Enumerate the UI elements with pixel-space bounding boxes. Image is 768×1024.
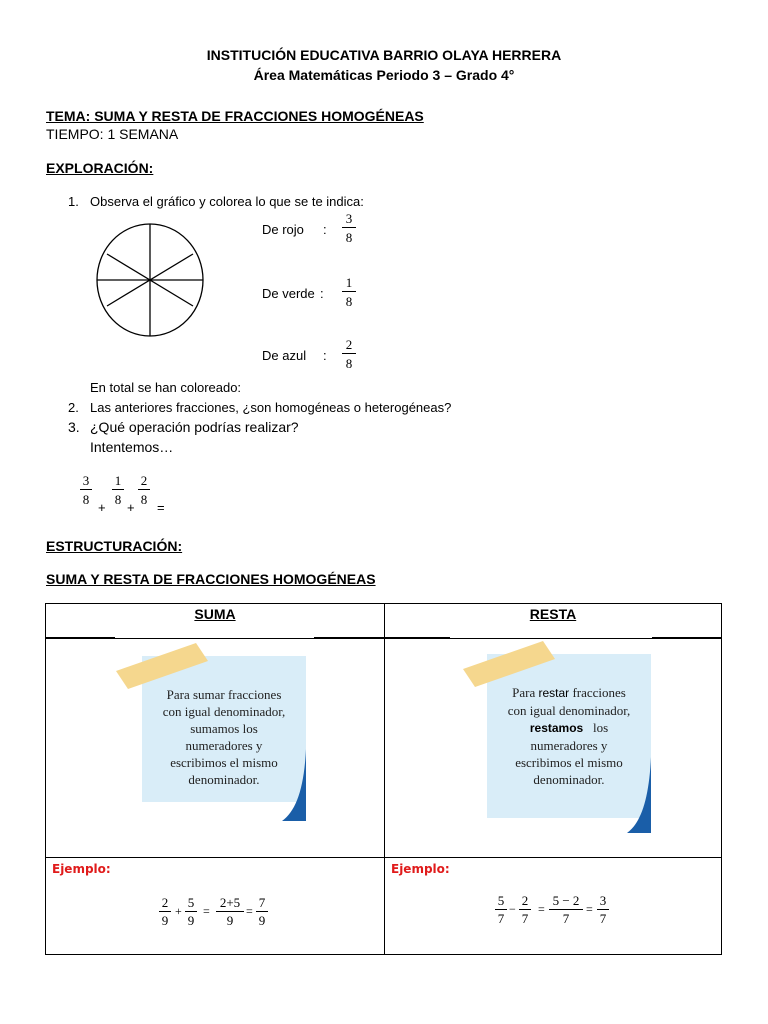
exploracion-heading: EXPLORACIÓN: <box>46 160 154 176</box>
suma-note-line: con igual denominador, <box>162 704 286 719</box>
suma-note-line: Para sumar fracciones <box>166 687 282 702</box>
resta-eq-equals-2: = <box>586 902 593 916</box>
suma-note-line: escribimos el mismo <box>170 755 278 770</box>
resta-eq-result <box>597 894 609 925</box>
azul-colon: : <box>323 348 327 363</box>
azul-fraction <box>342 338 356 370</box>
suma-eq-a-num: 2 <box>161 895 169 910</box>
resta-eq-r-num: 3 <box>599 893 607 908</box>
item1-number: 1. <box>68 194 79 209</box>
intentemos-text: Intentemos… <box>90 439 174 455</box>
sum-f3-denominator: 8 <box>138 489 150 506</box>
verde-numerator: 1 <box>345 275 353 290</box>
resta-eq-equals-1: = <box>538 902 545 916</box>
suma-eq-b-den: 9 <box>185 911 197 927</box>
azul-numerator: 2 <box>345 337 353 352</box>
rojo-fraction <box>342 212 356 244</box>
suma-note-line: sumamos los <box>190 721 258 736</box>
item2-text: Las anteriores fracciones, ¿son homogéneas o heterogéneas? <box>90 400 452 415</box>
verde-fraction <box>342 276 356 308</box>
school-name: INSTITUCIÓN EDUCATIVA BARRIO OLAYA HERRERA <box>206 47 562 63</box>
resta-eq-b-num: 2 <box>521 893 529 908</box>
suma-ejemplo-label: Ejemplo: <box>52 862 111 876</box>
resta-eq-c-den: 7 <box>549 909 583 925</box>
rule-line <box>45 637 115 638</box>
suma-eq-equals-1: = <box>203 904 210 918</box>
rojo-denominator: 8 <box>342 227 356 244</box>
resta-eq-fraction-b <box>519 894 531 925</box>
resta-eq-c-num: 5 − 2 <box>552 893 580 908</box>
resta-note-text: los <box>583 720 609 735</box>
suma-eq-r-den: 9 <box>256 911 268 927</box>
resta-keyword-restar: restar <box>538 686 570 700</box>
suma-eq-fraction-a <box>159 896 171 927</box>
resta-tape <box>459 639 559 689</box>
resta-note-line-4: numeradores y <box>530 738 608 753</box>
suma-header-cell <box>46 604 385 639</box>
plus-sign-1: + <box>98 500 106 515</box>
suma-note-curl <box>282 749 308 823</box>
total-colored-text: En total se han coloreado: <box>90 380 242 395</box>
suma-note-line: numeradores y <box>185 738 263 753</box>
resta-note-cell <box>385 639 722 858</box>
resta-note-line-3 <box>487 719 651 737</box>
item1-text: Observa el gráfico y colorea lo que se te indica: <box>90 194 364 209</box>
azul-denominator: 8 <box>342 353 356 370</box>
sum-fraction-3 <box>138 474 150 506</box>
resta-ejemplo-label: Ejemplo: <box>391 862 450 876</box>
tiempo-text: TIEMPO: 1 SEMANA <box>46 126 179 142</box>
suma-eq-c-num: 2+5 <box>219 895 241 910</box>
suma-note-line: denominador. <box>188 772 260 787</box>
suma-eq-b-num: 5 <box>187 895 195 910</box>
resta-note-line-2: con igual denominador, <box>507 703 631 718</box>
suma-eq-equals-2: = <box>246 904 253 918</box>
estructuracion-heading: ESTRUCTURACIÓN: <box>46 538 183 554</box>
suma-eq-result <box>256 896 268 927</box>
item3-number: 3. <box>68 419 80 435</box>
resta-note-text: Para <box>512 685 539 700</box>
resta-eq-fraction-a <box>495 894 507 925</box>
suma-eq-r-num: 7 <box>258 895 266 910</box>
suma-title: SUMA <box>194 606 236 622</box>
resta-note-line-6: denominador. <box>533 772 605 787</box>
resta-keyword-restamos: restamos <box>529 721 584 735</box>
rojo-numerator: 3 <box>345 211 353 226</box>
suma-eq-a-den: 9 <box>159 911 171 927</box>
item3-text: ¿Qué operación podrías realizar? <box>90 419 299 435</box>
verde-denominator: 8 <box>342 291 356 308</box>
suma-eq-plus: + <box>175 904 182 918</box>
resta-note-curl <box>627 757 653 835</box>
sum-f1-numerator: 3 <box>82 473 90 488</box>
sum-f2-numerator: 1 <box>114 473 122 488</box>
suma-tape <box>112 641 212 691</box>
resta-eq-r-den: 7 <box>597 909 609 925</box>
suma-eq-fraction-b <box>185 896 197 927</box>
verde-colon: : <box>320 286 324 301</box>
subject-period-grade: Área Matemáticas Periodo 3 – Grado 4° <box>253 67 515 83</box>
suma-eq-fraction-c <box>216 896 244 927</box>
verde-label: De verde <box>262 286 315 301</box>
resta-example-cell <box>385 858 722 955</box>
sum-fraction-1 <box>80 474 92 506</box>
equals-sign: = <box>157 500 165 515</box>
resta-eq-minus: − <box>509 902 516 916</box>
resta-header-cell <box>385 604 722 639</box>
azul-label: De azul <box>262 348 307 363</box>
sum-f3-numerator: 2 <box>140 473 148 488</box>
rule-line <box>314 637 450 638</box>
resta-title: RESTA <box>529 606 577 622</box>
rojo-label: De rojo <box>262 222 304 237</box>
resta-eq-fraction-c <box>549 894 583 925</box>
suma-example-cell <box>46 858 385 955</box>
circle-eighths-diagram <box>94 222 206 338</box>
sum-f2-denominator: 8 <box>112 489 124 506</box>
suma-eq-c-den: 9 <box>216 911 244 927</box>
item2-number: 2. <box>68 400 79 415</box>
rule-line <box>652 637 722 638</box>
tema-heading: TEMA: SUMA Y RESTA DE FRACCIONES HOMOGÉNEAS <box>46 108 424 124</box>
rojo-colon: : <box>323 222 327 237</box>
resta-eq-a-num: 5 <box>497 893 505 908</box>
resta-eq-a-den: 7 <box>495 909 507 925</box>
sum-f1-denominator: 8 <box>80 489 92 506</box>
resta-note-line-5: escribimos el mismo <box>515 755 623 770</box>
resta-note-text: fracciones <box>569 685 626 700</box>
resta-eq-b-den: 7 <box>519 909 531 925</box>
sum-fraction-2 <box>112 474 124 506</box>
suma-note-cell <box>46 639 385 858</box>
suma-resta-heading: SUMA Y RESTA DE FRACCIONES HOMOGÉNEAS <box>46 571 376 587</box>
suma-resta-table <box>45 603 722 955</box>
plus-sign-2: + <box>127 500 135 515</box>
